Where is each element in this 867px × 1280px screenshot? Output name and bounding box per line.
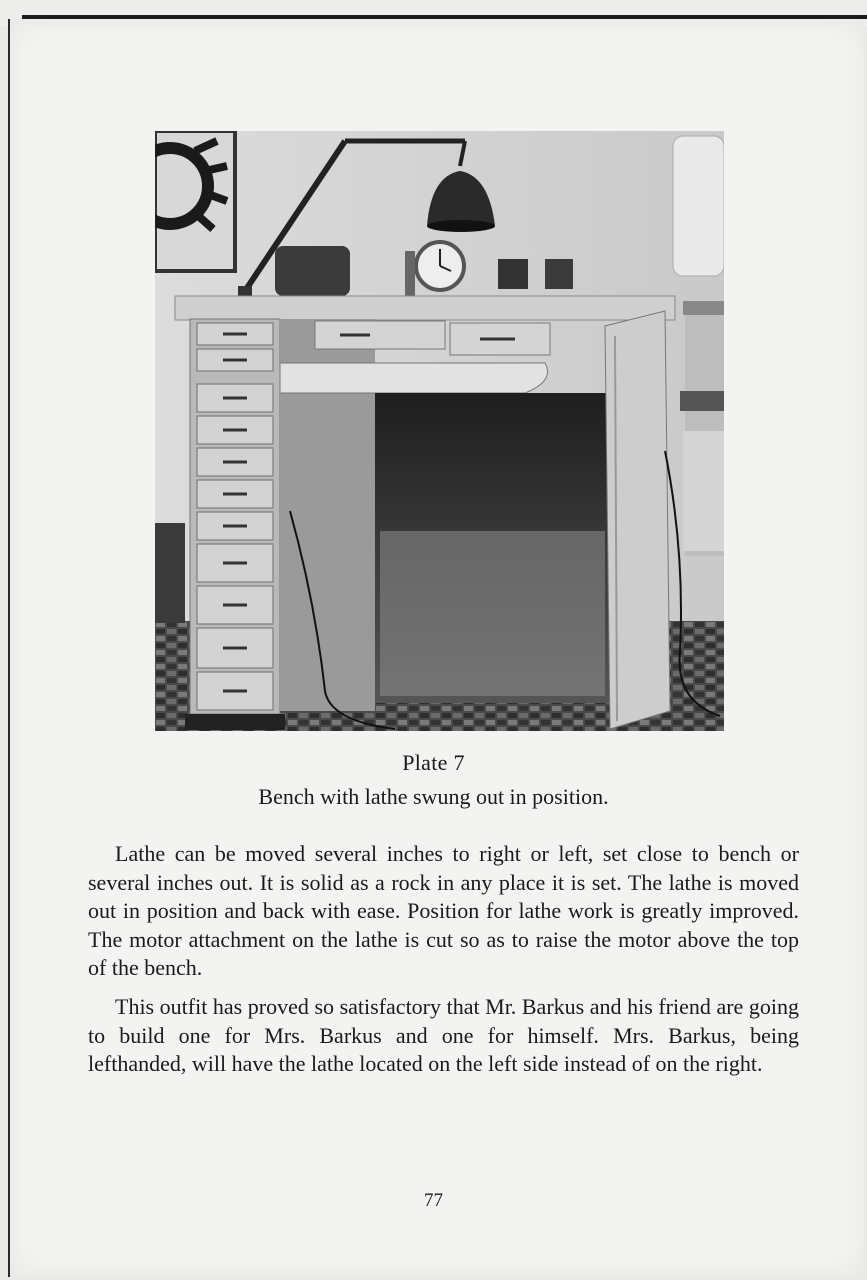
- bench-top: [175, 296, 675, 320]
- desk-clock: [416, 242, 464, 290]
- plate-caption: Bench with lathe swung out in position.: [258, 784, 609, 809]
- drawer-column: [185, 319, 285, 730]
- page-number: 77: [424, 1190, 443, 1211]
- plate-title: Plate 7: [402, 750, 465, 775]
- paragraph: This outfit has proved so satisfactory that Mr. Barkus and his friend are going to build one for Mrs. Barkus and one for himself. Mrs. Barkus, being lefthanded, will have the lathe located on the left side instead of on the right.: [88, 993, 799, 1077]
- plate-photograph: [155, 131, 724, 731]
- paragraph: Lathe can be moved several inches to right or left, set close to bench or several inches out. It is solid as a rock in any place it is set. The lathe is moved out in position and back with ease. Position for lathe work is greatly improved. The motor attachment on the lathe is cut so as to raise the motor above the top of the bench.: [88, 841, 799, 981]
- wall-artwork: [155, 131, 235, 271]
- lathe-tray: [280, 363, 548, 393]
- side-door-panel: [605, 311, 670, 729]
- body-text: [88, 840, 799, 1089]
